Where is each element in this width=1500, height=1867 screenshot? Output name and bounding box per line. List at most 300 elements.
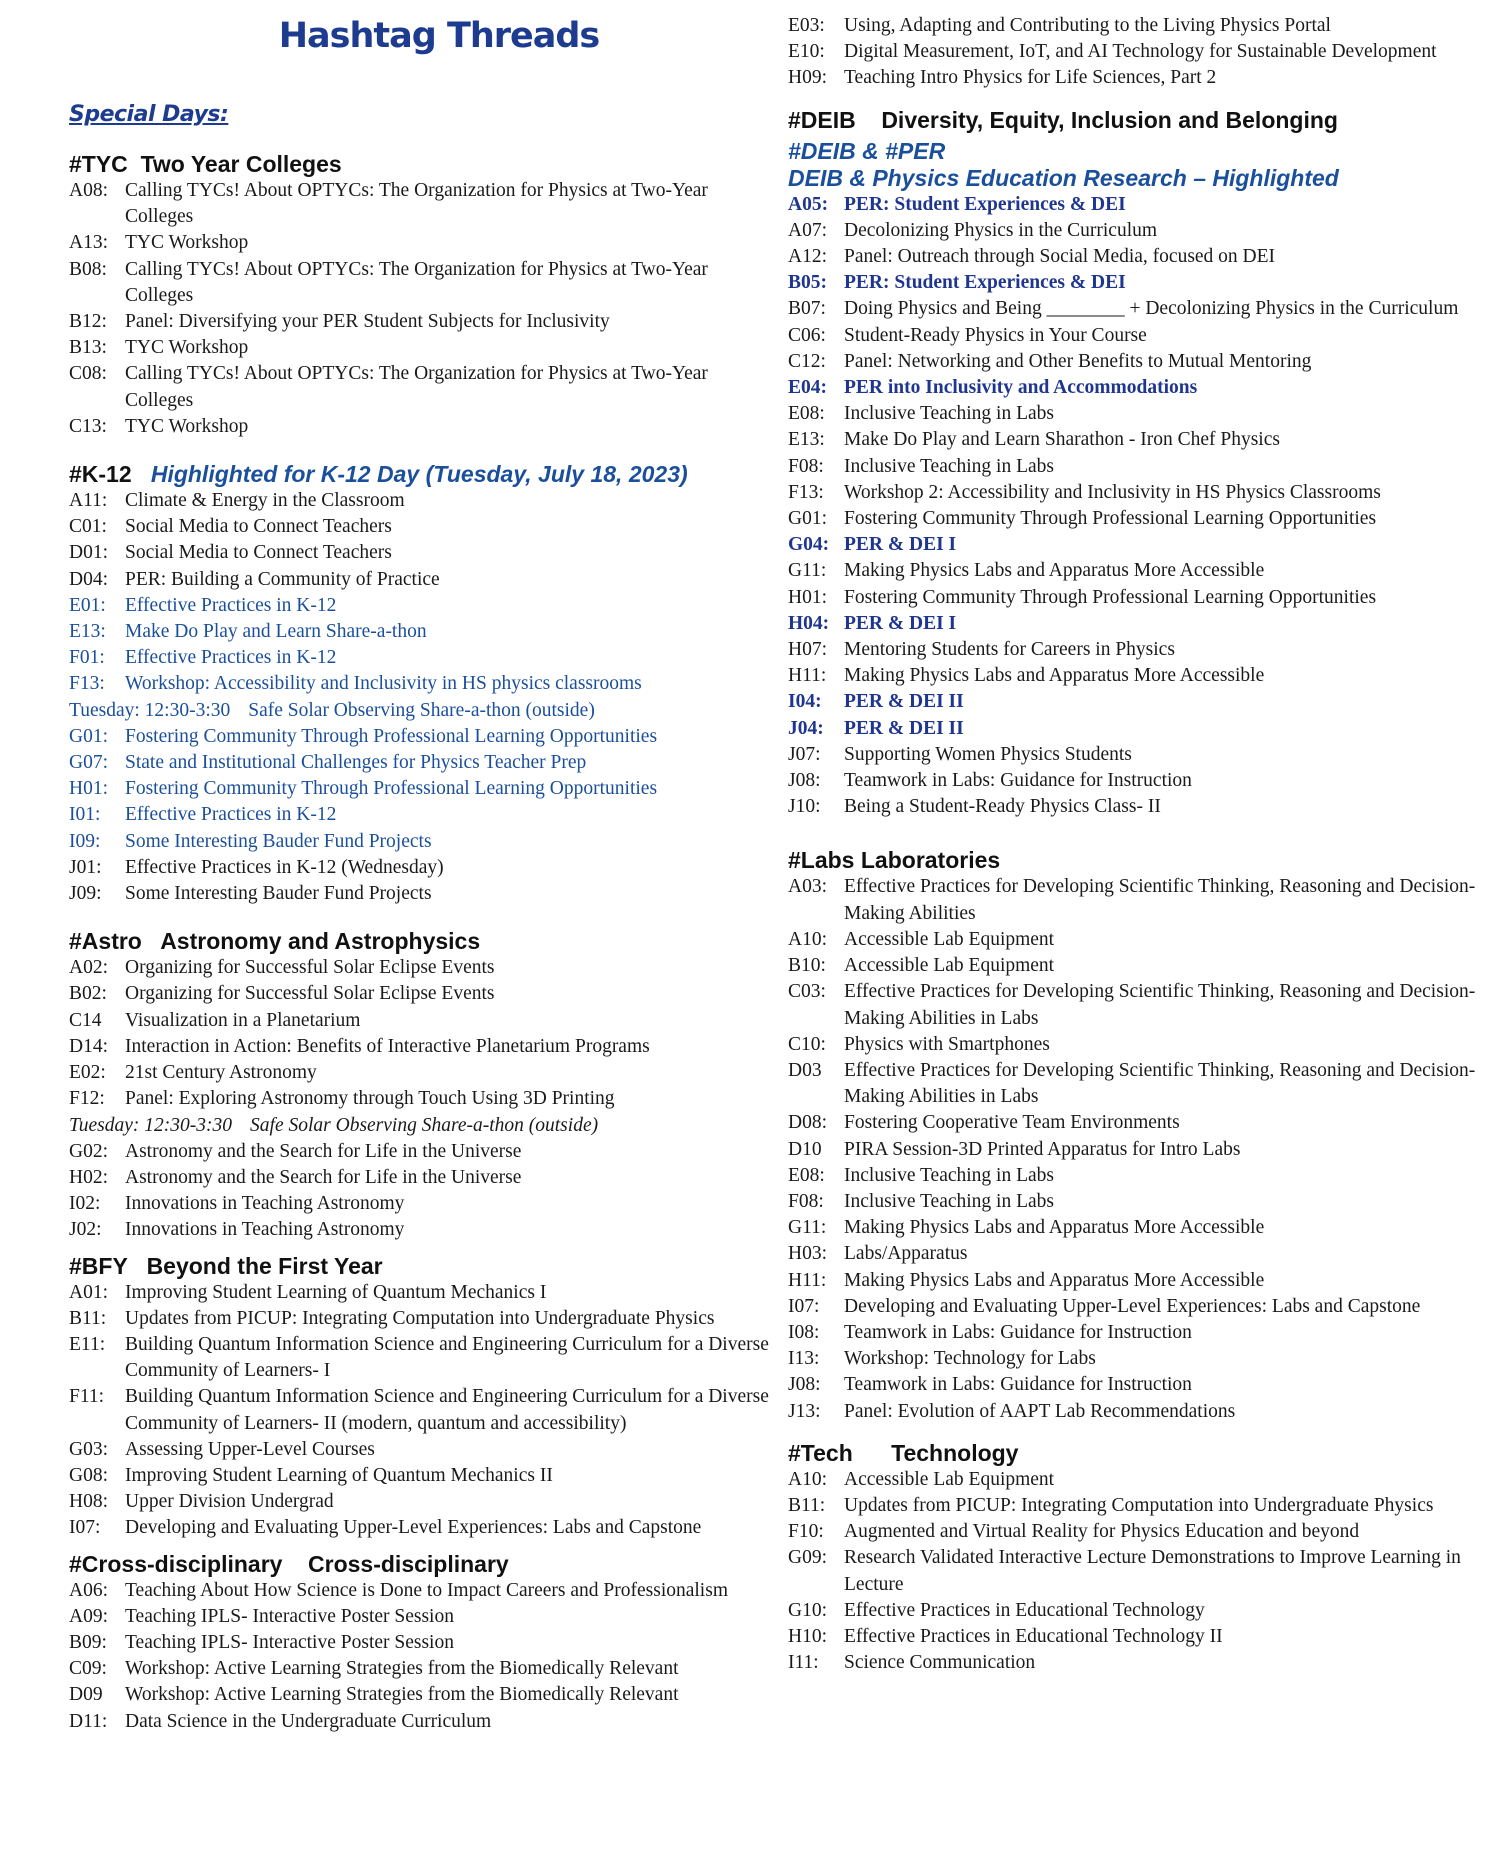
- session-entry: [788, 794, 1488, 820]
- session-entry: [69, 567, 769, 593]
- session-entry: [69, 257, 769, 309]
- session-entry: [69, 855, 769, 881]
- section-deib: [788, 106, 1488, 821]
- session-code: B09:: [69, 1631, 107, 1653]
- session-title: Workshop: Technology for Labs: [844, 1348, 1096, 1370]
- session-code: F13:: [788, 481, 824, 503]
- session-entry: [788, 1372, 1488, 1398]
- session-code: H08:: [69, 1491, 108, 1513]
- session-entry: [69, 1489, 769, 1515]
- session-entry: [788, 375, 1488, 401]
- session-entry: [69, 1217, 769, 1243]
- session-title: Social Media to Connect Teachers: [125, 516, 392, 538]
- session-code: I01:: [69, 804, 101, 826]
- session-entry: [69, 178, 769, 230]
- session-title: PER into Inclusivity and Accommodations: [844, 377, 1198, 399]
- session-entry: [69, 414, 769, 440]
- deib-per-subheading: DEIB & Physics Education Research – Highlighted: [788, 164, 1339, 191]
- session-code: B13:: [69, 337, 107, 359]
- session-title: Inclusive Teaching in Labs: [844, 1164, 1055, 1186]
- session-entry: [788, 1467, 1488, 1493]
- session-title: Panel: Exploring Astronomy through Touch Using 3D Printing: [125, 1088, 615, 1110]
- hashtag: #BFY: [69, 1252, 128, 1279]
- section-bfy: [69, 1252, 769, 1542]
- session-title: Panel: Outreach through Social Media, focused on DEI: [844, 246, 1276, 268]
- session-title: Research Validated Interactive Lecture Demonstrations to Improve Learning in Lecture: [844, 1547, 1461, 1595]
- session-entry: [69, 593, 769, 619]
- session-title: Fostering Community Through Professional Learning Opportunities: [125, 725, 658, 747]
- hashtag: #DEIB: [788, 106, 856, 133]
- session-code: C08:: [69, 363, 107, 385]
- session-code: G02:: [69, 1140, 108, 1162]
- session-entry: [69, 724, 769, 750]
- session-title: Effective Practices in K-12: [125, 647, 337, 669]
- session-entry: [788, 742, 1488, 768]
- session-title: Effective Practices in Educational Technology: [844, 1599, 1205, 1621]
- session-code: B12:: [69, 311, 107, 333]
- section-heading: [69, 927, 769, 955]
- session-code: G04:: [788, 534, 830, 556]
- session-entry: [69, 881, 769, 907]
- session-title: PER: Building a Community of Practice: [125, 568, 440, 590]
- section-heading: [69, 150, 769, 178]
- session-title: Effective Practices in Educational Technology II: [844, 1625, 1223, 1647]
- session-code: B08:: [69, 258, 107, 280]
- session-code: Tuesday: 12:30-3:30: [69, 1114, 233, 1136]
- session-title: Making Physics Labs and Apparatus More Accessible: [844, 1269, 1265, 1291]
- session-code: D09: [69, 1684, 103, 1706]
- session-entry: [788, 39, 1488, 65]
- session-code: B07:: [788, 298, 826, 320]
- session-entry: [69, 1306, 769, 1332]
- session-title: Organizing for Successful Solar Eclipse Events: [125, 983, 495, 1005]
- session-entry: [69, 361, 769, 413]
- session-code: G10:: [788, 1599, 827, 1621]
- session-code: E02:: [69, 1062, 106, 1084]
- session-entry: [69, 955, 769, 981]
- session-title: PER & DEI I: [844, 534, 957, 556]
- section-tech: [788, 1439, 1488, 1677]
- session-title: Organizing for Successful Solar Eclipse Events: [125, 957, 495, 979]
- session-entry: [69, 776, 769, 802]
- session-code: A13:: [69, 232, 108, 254]
- session-code: G08:: [69, 1464, 108, 1486]
- session-code: I07:: [788, 1295, 820, 1317]
- session-title: Teaching Intro Physics for Life Sciences, Part 2: [844, 67, 1217, 89]
- hashtag: #Astro: [69, 928, 142, 955]
- session-title: Making Physics Labs and Apparatus More Accessible: [844, 665, 1265, 687]
- session-entry: [69, 514, 769, 540]
- session-code: C03:: [788, 981, 826, 1003]
- session-entry: [788, 1268, 1488, 1294]
- session-entry: [69, 698, 769, 724]
- session-entry: [69, 1113, 769, 1139]
- session-title: Teaching IPLS- Interactive Poster Session: [125, 1605, 454, 1627]
- session-code: H04:: [788, 612, 830, 634]
- session-title: Fostering Cooperative Team Environments: [844, 1112, 1180, 1134]
- session-entry: [788, 1399, 1488, 1425]
- session-code: A08:: [69, 180, 108, 201]
- session-code: A11:: [69, 490, 108, 512]
- session-entry: [788, 1163, 1488, 1189]
- hashtag: #Labs: [788, 847, 855, 874]
- session-code: A09:: [69, 1605, 108, 1627]
- hashtag: #Cross-disciplinary: [69, 1550, 283, 1577]
- entry-list: [69, 955, 769, 1243]
- session-title: TYC Workshop: [125, 337, 249, 359]
- right-column: [788, 0, 1488, 1676]
- session-entry: [69, 1384, 769, 1436]
- session-code: E08:: [788, 403, 825, 425]
- deib-per-tag: #DEIB & #PER: [788, 137, 946, 164]
- session-title: Updates from PICUP: Integrating Computation into Undergraduate Physics: [844, 1494, 1434, 1516]
- session-code: J01:: [69, 856, 102, 878]
- session-title: Workshop: Accessibility and Inclusivity in HS physics classrooms: [125, 673, 642, 695]
- session-entry: [788, 270, 1488, 296]
- session-entry: [788, 1032, 1488, 1058]
- session-title: Teaching About How Science is Done to Impact Careers and Professionalism: [125, 1579, 728, 1601]
- session-title: PER & DEI II: [844, 691, 964, 713]
- session-title: Accessible Lab Equipment: [844, 928, 1055, 950]
- session-entry: [69, 802, 769, 828]
- session-code: H11:: [788, 1269, 827, 1291]
- session-code: B11:: [69, 1307, 107, 1329]
- session-title: Accessible Lab Equipment: [844, 955, 1055, 977]
- session-title: Labs/Apparatus: [844, 1243, 968, 1265]
- session-title: Workshop: Active Learning Strategies from the Biomedically Relevant: [125, 1658, 679, 1680]
- session-code: I08:: [788, 1321, 820, 1343]
- session-entry: [69, 488, 769, 514]
- session-title: Making Physics Labs and Apparatus More Accessible: [844, 560, 1265, 582]
- session-entry: [69, 1139, 769, 1165]
- session-code: A06:: [69, 1579, 108, 1601]
- special-days-label: Special Days:: [69, 102, 229, 127]
- session-code: H11:: [788, 665, 827, 687]
- session-entry: [788, 927, 1488, 953]
- session-entry: [788, 296, 1488, 322]
- session-entry: [788, 1189, 1488, 1215]
- session-title: Building Quantum Information Science and Engineering Curriculum for a Diverse Community of Learners- I: [125, 1333, 769, 1382]
- session-entry: [788, 192, 1488, 218]
- session-title: Making Physics Labs and Apparatus More Accessible: [844, 1217, 1265, 1239]
- session-title: Improving Student Learning of Quantum Mechanics I: [125, 1281, 547, 1303]
- session-title: Improving Student Learning of Quantum Mechanics II: [125, 1464, 553, 1486]
- session-title: PER: Student Experiences & DEI: [844, 193, 1126, 215]
- session-code: H03:: [788, 1243, 827, 1265]
- session-code: D03: [788, 1059, 822, 1081]
- session-code: A12:: [788, 246, 827, 268]
- session-title: Fostering Community Through Professional Learning Opportunities: [844, 586, 1377, 608]
- session-entry: [69, 1604, 769, 1630]
- session-entry: [788, 1346, 1488, 1372]
- session-code: I11:: [788, 1652, 819, 1674]
- session-entry: [788, 716, 1488, 742]
- session-title: Fostering Community Through Professional Learning Opportunities: [125, 778, 658, 800]
- section-name: Highlighted for K-12 Day (Tuesday, July 18, 2023): [150, 461, 688, 488]
- section-heading: [788, 106, 1488, 134]
- session-code: G01:: [69, 725, 108, 747]
- session-title: Panel: Networking and Other Benefits to Mutual Mentoring: [844, 350, 1312, 372]
- session-title: Accessible Lab Equipment: [844, 1468, 1055, 1490]
- session-title: Effective Practices in K-12 (Wednesday): [125, 856, 444, 878]
- session-code: J08:: [788, 1374, 821, 1396]
- session-title: Assessing Upper-Level Courses: [125, 1438, 375, 1460]
- session-entry: [69, 1656, 769, 1682]
- session-code: H02:: [69, 1166, 108, 1188]
- session-title: Astronomy and the Search for Life in the Universe: [125, 1166, 522, 1188]
- session-entry: [788, 244, 1488, 270]
- section-cross-disciplinary: [69, 1550, 769, 1735]
- session-entry: [69, 1008, 769, 1034]
- session-title: Social Media to Connect Teachers: [125, 542, 392, 564]
- session-entry: [788, 349, 1488, 375]
- session-code: A01:: [69, 1281, 108, 1303]
- section-k12: [69, 460, 769, 907]
- session-code: H07:: [788, 639, 827, 661]
- session-entry: [788, 532, 1488, 558]
- session-code: D14:: [69, 1035, 108, 1057]
- session-title: Effective Practices for Developing Scientific Thinking, Reasoning and Decision-Making Abilities in Labs: [844, 1059, 1476, 1108]
- session-title: Effective Practices for Developing Scientific Thinking, Reasoning and Decision-Making Abilities: [844, 876, 1476, 924]
- session-code: J13:: [788, 1400, 821, 1422]
- session-title: 21st Century Astronomy: [125, 1062, 317, 1084]
- session-entry: [69, 230, 769, 256]
- session-code: G01:: [788, 508, 827, 530]
- section-continued: [788, 13, 1488, 92]
- session-title: PER & DEI II: [844, 717, 964, 739]
- session-code: B02:: [69, 983, 107, 1005]
- session-title: Some Interesting Bauder Fund Projects: [125, 830, 432, 852]
- session-title: Astronomy and the Search for Life in the Universe: [125, 1140, 522, 1162]
- session-code: E11:: [69, 1333, 106, 1355]
- session-entry: [788, 480, 1488, 506]
- session-code: C01:: [69, 516, 107, 538]
- session-title: Teaching IPLS- Interactive Poster Session: [125, 1631, 454, 1653]
- session-code: G11:: [788, 1217, 827, 1239]
- session-entry: [788, 427, 1488, 453]
- session-title: Innovations in Teaching Astronomy: [125, 1193, 405, 1215]
- session-entry: [69, 619, 769, 645]
- session-entry: [69, 829, 769, 855]
- session-code: E13:: [69, 621, 106, 643]
- session-title: TYC Workshop: [125, 415, 249, 437]
- session-title: Climate & Energy in the Classroom: [125, 490, 405, 512]
- session-code: A07:: [788, 219, 827, 241]
- session-title: Updates from PICUP: Integrating Computation into Undergraduate Physics: [125, 1307, 715, 1329]
- session-entry: [69, 1709, 769, 1735]
- session-entry: [788, 1137, 1488, 1163]
- session-entry: [788, 1545, 1488, 1597]
- entry-list: [788, 1467, 1488, 1677]
- session-entry: [788, 13, 1488, 39]
- session-code: A10:: [788, 928, 827, 950]
- session-code: J09:: [69, 883, 102, 905]
- session-entry: [788, 874, 1488, 926]
- session-title: Effective Practices for Developing Scientific Thinking, Reasoning and Decision-Making Abilities in Labs: [844, 981, 1476, 1029]
- left-column: [69, 0, 769, 1735]
- session-code: F10:: [788, 1521, 824, 1543]
- session-code: A02:: [69, 957, 108, 979]
- session-title: Supporting Women Physics Students: [844, 743, 1132, 765]
- session-code: A03:: [788, 876, 827, 898]
- session-entry: [788, 637, 1488, 663]
- session-title: Make Do Play and Learn Sharathon - Iron Chef Physics: [844, 429, 1280, 451]
- session-title: Science Communication: [844, 1652, 1036, 1674]
- session-entry: [788, 1598, 1488, 1624]
- session-code: E08:: [788, 1164, 825, 1186]
- entry-list: [69, 488, 769, 907]
- session-entry: [69, 1437, 769, 1463]
- session-code: E10:: [788, 41, 825, 63]
- session-title: State and Institutional Challenges for Physics Teacher Prep: [125, 752, 587, 774]
- session-code: B11:: [788, 1494, 826, 1516]
- entry-list: [788, 192, 1488, 821]
- session-code: D10: [788, 1138, 822, 1160]
- session-entry: [788, 1624, 1488, 1650]
- session-code: F13:: [69, 673, 105, 695]
- section-name: Technology: [891, 1439, 1019, 1466]
- entry-list: [69, 178, 769, 440]
- session-entry: [788, 663, 1488, 689]
- session-title: Decolonizing Physics in the Curriculum: [844, 219, 1158, 241]
- session-entry: [69, 1515, 769, 1541]
- entry-list: [788, 13, 1488, 92]
- session-title: Innovations in Teaching Astronomy: [125, 1219, 405, 1241]
- session-entry: [788, 1110, 1488, 1136]
- session-entry: [69, 1086, 769, 1112]
- session-title: Interaction in Action: Benefits of Interactive Planetarium Programs: [125, 1035, 650, 1057]
- session-title: Fostering Community Through Professional Learning Opportunities: [844, 508, 1377, 530]
- session-entry: [788, 1320, 1488, 1346]
- session-title: Safe Solar Observing Share-a-thon (outside): [250, 1114, 599, 1136]
- session-title: Safe Solar Observing Share-a-thon (outside): [248, 699, 595, 721]
- session-title: Visualization in a Planetarium: [125, 1009, 361, 1031]
- session-code: I09:: [69, 830, 101, 852]
- session-title: PER & DEI I: [844, 612, 957, 634]
- section-astro: [69, 927, 769, 1243]
- section-name: Two Year Colleges: [140, 151, 342, 177]
- session-title: Some Interesting Bauder Fund Projects: [125, 883, 432, 905]
- session-entry: [69, 1165, 769, 1191]
- session-code: C12:: [788, 350, 826, 372]
- entry-list: [69, 1280, 769, 1542]
- session-code: F08:: [788, 455, 824, 477]
- session-title: Upper Division Undergrad: [125, 1491, 334, 1513]
- session-title: Developing and Evaluating Upper-Level Experiences: Labs and Capstone: [125, 1517, 702, 1539]
- session-code: H01:: [69, 778, 108, 800]
- session-code: Tuesday: 12:30-3:30: [69, 699, 231, 721]
- session-entry: [788, 1058, 1488, 1110]
- session-entry: [788, 218, 1488, 244]
- session-title: Make Do Play and Learn Share-a-thon: [125, 621, 427, 643]
- session-code: I13:: [788, 1348, 820, 1370]
- session-title: Digital Measurement, IoT, and AI Technology for Sustainable Development: [844, 41, 1437, 63]
- section-name: Cross-disciplinary: [308, 1550, 509, 1577]
- session-entry: [69, 1280, 769, 1306]
- session-entry: [788, 1241, 1488, 1267]
- session-code: J04:: [788, 717, 824, 739]
- session-entry: [69, 1060, 769, 1086]
- section-heading: [788, 846, 1488, 874]
- session-code: D01:: [69, 542, 108, 564]
- session-code: A10:: [788, 1468, 827, 1490]
- session-entry: [788, 506, 1488, 532]
- session-code: C14: [69, 1009, 102, 1031]
- session-code: D11:: [69, 1710, 108, 1732]
- session-entry: [788, 65, 1488, 91]
- session-code: D04:: [69, 568, 108, 590]
- session-entry: [69, 750, 769, 776]
- session-title: Teamwork in Labs: Guidance for Instruction: [844, 770, 1192, 792]
- session-code: E03:: [788, 15, 825, 36]
- section-heading: [69, 460, 769, 488]
- session-entry: [69, 540, 769, 566]
- section-name: Astronomy and Astrophysics: [160, 928, 481, 955]
- session-entry: [788, 1493, 1488, 1519]
- session-code: J08:: [788, 770, 821, 792]
- session-title: PIRA Session-3D Printed Apparatus for Intro Labs: [844, 1138, 1241, 1160]
- session-title: Data Science in the Undergraduate Curriculum: [125, 1710, 492, 1732]
- session-entry: [69, 1191, 769, 1217]
- session-title: Calling TYCs! About OPTYCs: The Organization for Physics at Two-Year Colleges: [125, 258, 708, 306]
- session-code: A05:: [788, 193, 829, 215]
- session-code: E04:: [788, 377, 827, 399]
- session-code: E13:: [788, 429, 825, 451]
- session-title: Inclusive Teaching in Labs: [844, 455, 1055, 477]
- session-entry: [788, 768, 1488, 794]
- session-entry: [69, 1034, 769, 1060]
- session-code: G11:: [788, 560, 827, 582]
- session-entry: [69, 671, 769, 697]
- session-code: B05:: [788, 272, 827, 294]
- session-code: H10:: [788, 1625, 827, 1647]
- session-entry: [788, 454, 1488, 480]
- session-code: J07:: [788, 743, 821, 765]
- session-entry: [788, 558, 1488, 584]
- session-code: C09:: [69, 1658, 107, 1680]
- session-entry: [788, 979, 1488, 1031]
- session-title: Teamwork in Labs: Guidance for Instruction: [844, 1374, 1192, 1396]
- session-title: Effective Practices in K-12: [125, 594, 337, 616]
- session-entry: [69, 1578, 769, 1604]
- session-title: Teamwork in Labs: Guidance for Instruction: [844, 1321, 1192, 1343]
- hashtag: #Tech: [788, 1439, 853, 1466]
- entry-list: [69, 1578, 769, 1735]
- session-code: I04:: [788, 691, 822, 713]
- session-entry: [69, 309, 769, 335]
- session-code: I07:: [69, 1517, 101, 1539]
- session-code: G03:: [69, 1438, 108, 1460]
- session-entry: [788, 1650, 1488, 1676]
- session-code: H09:: [788, 67, 827, 89]
- session-code: C10:: [788, 1033, 826, 1055]
- session-entry: [69, 1682, 769, 1708]
- session-title: Inclusive Teaching in Labs: [844, 403, 1055, 425]
- section-tyc: [69, 150, 769, 440]
- session-title: Building Quantum Information Science and Engineering Curriculum for a Diverse Community of Learners- II (modern, quantum and accessibility): [125, 1386, 769, 1434]
- session-title: Being a Student-Ready Physics Class- II: [844, 796, 1161, 818]
- session-code: B10:: [788, 955, 826, 977]
- section-heading: [69, 1252, 769, 1280]
- session-code: C06:: [788, 324, 826, 346]
- page-title: Hashtag Threads: [278, 16, 600, 56]
- session-code: F01:: [69, 647, 105, 669]
- session-title: Workshop 2: Accessibility and Inclusivity in HS Physics Classrooms: [844, 481, 1381, 503]
- session-entry: [788, 1215, 1488, 1241]
- session-code: J10:: [788, 796, 821, 818]
- session-code: F08:: [788, 1190, 824, 1212]
- session-entry: [69, 335, 769, 361]
